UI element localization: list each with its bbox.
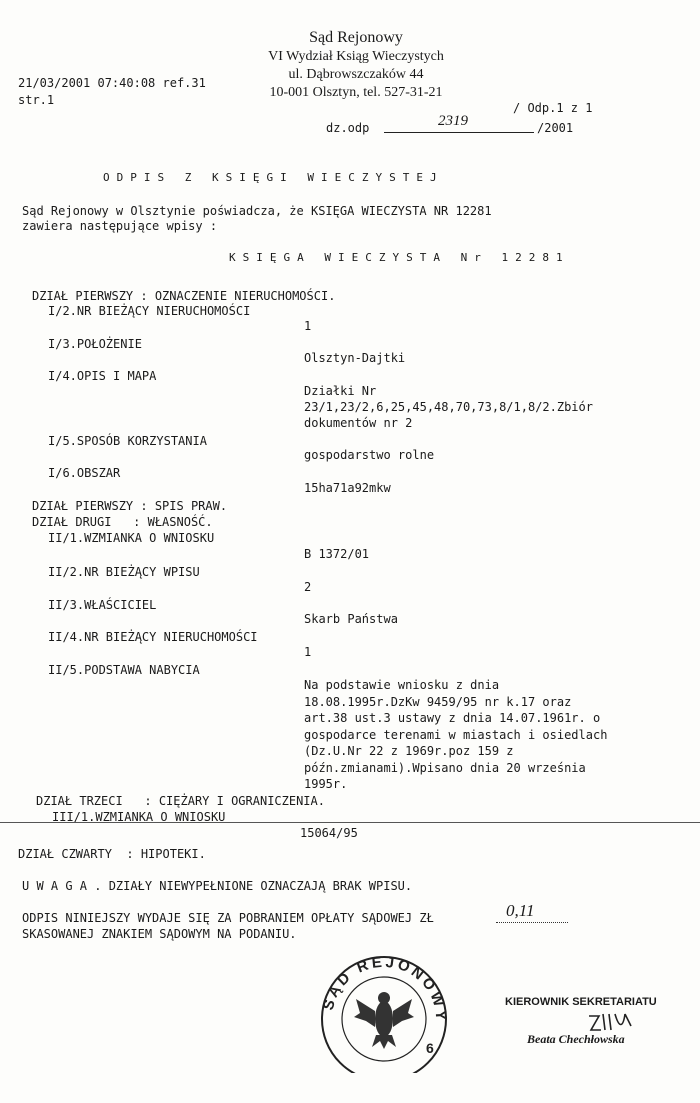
intro-line-1: Sąd Rejonowy w Olsztynie poświadcza, że KSIĘGA WIECZYSTA NR 12281: [22, 204, 492, 218]
section2-row-value: 1: [304, 645, 312, 659]
section3-heading: DZIAŁ TRZECI : CIĘŻARY I OGRANICZENIA.: [36, 794, 325, 808]
stamp-number: 6: [426, 1040, 434, 1056]
section1-row-value: gospodarstwo rolne: [304, 448, 435, 462]
page-number: str.1: [18, 93, 55, 107]
fee-amount: 0,11: [506, 901, 535, 920]
dz-odp-label: dz.odp: [326, 121, 370, 135]
section2-row-label: II/1.WZMIANKA O WNIOSKU: [48, 531, 215, 545]
section2-row-label: II/5.PODSTAWA NABYCIA: [48, 663, 200, 677]
stamp-text: SĄD REJONOWY: [319, 955, 450, 1024]
signature-name: Beata Chechłowska: [527, 1032, 625, 1046]
book-heading: KSIĘGA WIECZYSTA Nr 12281: [229, 251, 570, 264]
section1-row-label: I/3.POŁOŻENIE: [48, 337, 142, 351]
signature-title: KIEROWNIK SEKRETARIATU: [505, 996, 657, 1008]
intro-line-2: zawiera następujące wpisy :: [22, 219, 218, 233]
section1-row-value: 1: [304, 319, 312, 333]
section1-row-value: Działki Nr 23/1,23/2,6,25,45,48,70,73,8/1,8/2.Zbiór dokumentów nr 2: [304, 384, 593, 430]
document-title: ODPIS Z KSIĘGI WIECZYSTEJ: [103, 171, 444, 184]
fold-line: [0, 822, 700, 823]
court-name: Sąd Rejonowy: [309, 29, 403, 46]
court-stamp: [316, 955, 452, 1073]
section1-row-value: Olsztyn-Dajtki: [304, 351, 406, 365]
section3-row-label: III/1.WZMIANKA O WNIOSKU: [52, 810, 226, 824]
section1-row-label: I/4.OPIS I MAPA: [48, 369, 157, 383]
section2-row-label: II/2.NR BIEŻĄCY WPISU: [48, 565, 200, 579]
section1-row-label: I/2.NR BIEŻĄCY NIERUCHOMOŚCI: [48, 304, 251, 318]
court-division: VI Wydział Ksiąg Wieczystych: [268, 49, 444, 64]
section1b-heading: DZIAŁ PIERWSZY : SPIS PRAW.: [32, 499, 228, 513]
section2-row-value: Na podstawie wniosku z dnia 18.08.1995r.DzKw 9459/95 nr k.17 oraz art.38 ust.3 ustawy z dnia 14.07.1961r. o gospodarce terenami w miastach i osiedlach (Dz.U.Nr 22 z 1969r.poz 159 z późn.zmianami).Wpisano dnia 20 września 1995r.: [304, 678, 608, 791]
dz-odp-year: /2001: [537, 121, 574, 135]
fee-line-2: SKASOWANEJ ZNAKIEM SĄDOWYM NA PODANIU.: [22, 927, 297, 941]
section2-heading: DZIAŁ DRUGI : WŁASNOŚĆ.: [32, 515, 213, 529]
section2-row-value: B 1372/01: [304, 547, 370, 561]
dz-odp-number: 2319: [438, 113, 468, 129]
dz-odp-field: [384, 113, 534, 133]
court-street: ul. Dąbrowszczaków 44: [288, 67, 424, 82]
section2-row-value: 2: [304, 580, 312, 594]
odp-count: / Odp.1 z 1: [513, 101, 593, 115]
section1-row-label: I/6.OBSZAR: [48, 466, 121, 480]
section2-row-label: II/4.NR BIEŻĄCY NIERUCHOMOŚCI: [48, 630, 258, 644]
section1-heading: DZIAŁ PIERWSZY : OZNACZENIE NIERUCHOMOŚCI.: [32, 289, 336, 303]
section2-row-value: Skarb Państwa: [304, 612, 398, 626]
eagle-icon: [354, 992, 414, 1049]
section1-row-value: 15ha71a92mkw: [304, 481, 391, 495]
section1-row-label: I/5.SPOSÓB KORZYSTANIA: [48, 434, 207, 448]
fee-amount-field: [496, 902, 568, 923]
notice: U W A G A . DZIAŁY NIEWYPEŁNIONE OZNACZAJĄ BRAK WPISU.: [22, 879, 413, 893]
section3-row-value: 15064/95: [300, 826, 358, 840]
timestamp-ref: 21/03/2001 07:40:08 ref.31: [18, 76, 206, 90]
fee-line-1: ODPIS NINIEJSZY WYDAJE SIĘ ZA POBRANIEM OPŁATY SĄDOWEJ ZŁ: [22, 911, 434, 925]
section2-row-label: II/3.WŁAŚCICIEL: [48, 598, 157, 612]
section4-heading: DZIAŁ CZWARTY : HIPOTEKI.: [18, 847, 206, 861]
court-city-phone: 10-001 Olsztyn, tel. 527-31-21: [269, 85, 443, 100]
